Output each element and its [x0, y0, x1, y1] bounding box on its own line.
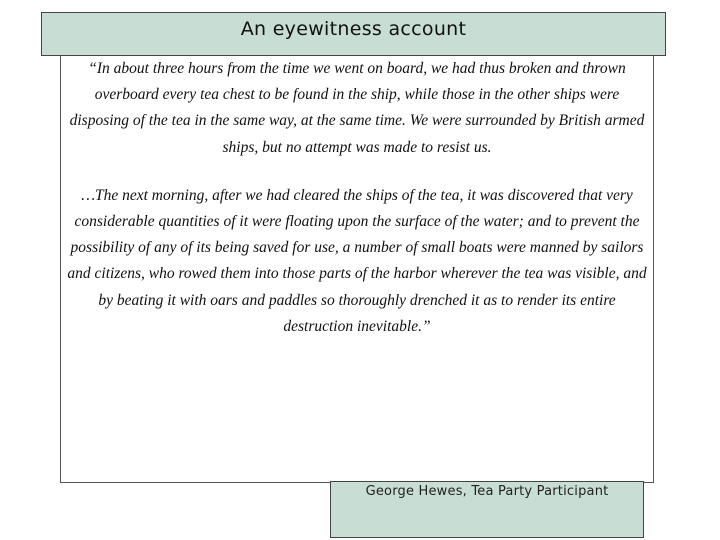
- attribution-box: [330, 481, 644, 538]
- slide-title: An eyewitness account: [240, 18, 467, 40]
- quote-paragraph-1: “In about three hours from the time we went on board, we had thus broken and thrown overboard every tea chest to be found in the ship, while those in the other ships were disposing of the tea in the same way, at the same time. We were surrounded by British armed ships, but no attempt was made to resist us.: [69, 60, 645, 156]
- attribution-text: George Hewes, Tea Party Participant: [365, 484, 609, 499]
- title-box: [41, 12, 666, 56]
- quote-body: [64, 56, 650, 340]
- quote-paragraph-2: …The next morning, after we had cleared the ships of the tea, it was discovered that very considerable quantities of it were floating upon the surface of the water; and to prevent the possibility of any of its being saved for use, a number of small boats were manned by sailors and citizens, who rowed them into those parts of the harbor wherever the tea was visible, and by beating it with oars and paddles so thoroughly drenched it as to render its entire destruction inevitable.”: [67, 186, 647, 335]
